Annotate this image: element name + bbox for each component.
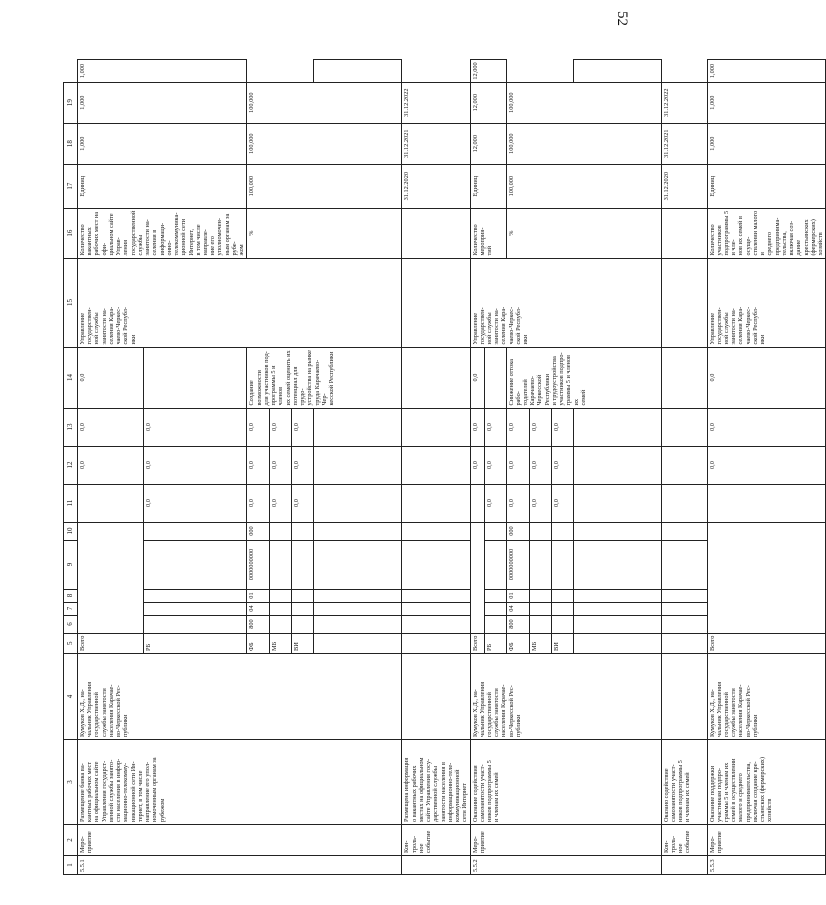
item-type: Меро- приятие xyxy=(470,825,661,856)
section-code xyxy=(292,602,314,615)
empty-cell xyxy=(314,408,402,446)
amount-2022: 0,0 xyxy=(270,408,292,446)
page-number: 52 xyxy=(614,10,630,26)
item-type: Кон- троль- ное событие xyxy=(402,825,470,856)
empty-cell xyxy=(661,484,707,522)
indicator-name: Создание возможности для участников под- программы 5 и членов их семей оценить их потенциал для трудо- устройства на рынке труда Карачаево-Чер- кесской Республики xyxy=(247,347,402,408)
amount-2020: 0,0 xyxy=(484,484,506,522)
value-2020: 100,000 xyxy=(506,164,661,208)
expense-type-code xyxy=(270,522,292,540)
subsection-code: 01 xyxy=(247,589,270,602)
target-article-code xyxy=(270,540,292,589)
empty-cell xyxy=(470,484,484,522)
empty-cell xyxy=(314,484,402,522)
executor: Управление государствен- ной службы занятости на- селения Кара- чаево-Черкес- ской Республ- ики xyxy=(707,258,826,347)
empty-cell xyxy=(314,602,402,615)
empty-cell xyxy=(661,408,707,446)
column-number: 10 xyxy=(64,522,78,540)
column-number: 12 xyxy=(64,446,78,484)
empty-cell xyxy=(707,484,826,522)
column-number: 14 xyxy=(64,347,78,408)
subsection-code xyxy=(292,589,314,602)
unit: % xyxy=(247,208,402,258)
amount-2022: 0,0 xyxy=(143,408,247,446)
column-number: 1 xyxy=(64,856,78,875)
empty-cell xyxy=(314,589,402,602)
empty-cell xyxy=(314,633,402,653)
section-code xyxy=(484,602,506,615)
empty-cell xyxy=(314,60,402,82)
value-2020: 1,000 xyxy=(707,123,826,164)
amount-2022: 0,0 xyxy=(247,408,270,446)
amount-2021: 0,0 xyxy=(529,446,551,484)
unit: Единиц xyxy=(78,164,247,208)
empty-cell xyxy=(402,602,470,615)
amount-2021: 0,0 xyxy=(247,446,270,484)
funding-total-label: Всего xyxy=(78,633,144,653)
amount-2020: 0,0 xyxy=(551,484,573,522)
empty-cell xyxy=(573,540,661,589)
value-2021: 100,000 xyxy=(506,123,661,164)
amount-2020: 0,0 xyxy=(707,446,826,484)
expense-type-code xyxy=(529,522,551,540)
expense-type-code: 000 xyxy=(247,522,270,540)
empty-cell xyxy=(314,540,402,589)
subsection-code xyxy=(529,589,551,602)
subsection-code: 01 xyxy=(506,589,529,602)
amount-2020: 0,0 xyxy=(470,446,484,484)
expense-type-code xyxy=(484,522,506,540)
item-number: 5.5.3 xyxy=(707,856,826,875)
column-number: 9 xyxy=(64,540,78,589)
empty-cell xyxy=(402,258,470,347)
target-article-code: 0000000000 xyxy=(247,540,270,589)
empty-cell xyxy=(661,615,707,633)
empty-cell xyxy=(573,615,661,633)
value-2021: 1,000 xyxy=(78,82,247,123)
target-article-code xyxy=(292,540,314,589)
funding-total-label: Всего xyxy=(707,633,826,653)
expense-type-code: 000 xyxy=(506,522,529,540)
value-2022: 1,000 xyxy=(707,60,826,82)
column-number: 6 xyxy=(64,615,78,633)
item-number: 5.5.1 xyxy=(78,856,402,875)
amount-2021: 0,0 xyxy=(551,446,573,484)
grbs-code xyxy=(551,615,573,633)
responsible-person: Кумуков Х.Д., на- чальник Управления государственной службы занятости населения Карачае- во-Черкесской Рес- публики xyxy=(707,654,826,740)
item-number: 5.5.2 xyxy=(470,856,661,875)
empty-cell xyxy=(78,484,144,522)
subsection-code xyxy=(270,589,292,602)
funding-source: ВИ xyxy=(292,633,314,653)
item-type: Кон- троль- ное событие xyxy=(661,825,707,856)
empty-cell xyxy=(573,602,661,615)
empty-cell xyxy=(661,633,707,653)
amount-2022: 0,0 xyxy=(78,347,144,408)
empty-cell xyxy=(314,446,402,484)
value-2020: 12,000 xyxy=(470,123,506,164)
empty-cell xyxy=(402,208,470,258)
column-number: 5 xyxy=(64,633,78,653)
responsible-person: Кумуков Х.Д., на- чальник Управления государственной службы занятости населения Карачае- во-Черкесской Рес- публики xyxy=(470,654,661,740)
grbs-code xyxy=(270,615,292,633)
empty-cell xyxy=(573,408,661,446)
section-code: 04 xyxy=(247,602,270,615)
amount-2022: 0,0 xyxy=(292,408,314,446)
item-type: Меро- приятие xyxy=(707,825,826,856)
empty-cell xyxy=(573,522,661,540)
value-2021: 100,000 xyxy=(247,123,402,164)
empty-cell xyxy=(402,856,470,875)
unit: Единиц xyxy=(470,164,506,208)
value-2020: 1,000 xyxy=(78,123,247,164)
table-row xyxy=(707,60,826,875)
target-article-code xyxy=(551,540,573,589)
column-number: 8 xyxy=(64,589,78,602)
executor: Управление государствен- ной службы занятости на- селения Кара- чаево-Черкес- ской Республ- ики xyxy=(78,258,402,347)
target-article-code xyxy=(484,540,506,589)
column-number: 13 xyxy=(64,408,78,446)
column-number: 17 xyxy=(64,164,78,208)
empty-cell xyxy=(402,589,470,602)
empty-cell xyxy=(402,615,470,633)
amount-2022: 0,0 xyxy=(484,408,506,446)
column-number: 4 xyxy=(64,654,78,740)
expense-type-code xyxy=(143,522,247,540)
amount-2021: 0,0 xyxy=(506,446,529,484)
empty-cell xyxy=(402,522,470,540)
table-row xyxy=(470,60,484,875)
column-number: 15 xyxy=(64,258,78,347)
empty-cell xyxy=(661,654,707,740)
empty-cell xyxy=(402,408,470,446)
empty-cell xyxy=(314,615,402,633)
amount-2021: 0,0 xyxy=(78,408,144,446)
empty-cell xyxy=(573,589,661,602)
subsection-code xyxy=(143,589,247,602)
program-table xyxy=(63,59,826,875)
section-code xyxy=(270,602,292,615)
amount-2020: 0,0 xyxy=(247,484,270,522)
section-code xyxy=(551,602,573,615)
amount-2022: 0,0 xyxy=(707,347,826,408)
budget-code xyxy=(470,522,484,633)
funding-source: РБ xyxy=(484,633,506,653)
value-2022: 12,000 xyxy=(470,60,506,82)
subsection-code xyxy=(551,589,573,602)
funding-source: МБ xyxy=(270,633,292,653)
empty-cell xyxy=(573,484,661,522)
empty-cell xyxy=(573,633,661,653)
empty-cell xyxy=(661,522,707,540)
value-2022: 1,000 xyxy=(78,60,247,82)
item-type: Меро- приятие xyxy=(78,825,402,856)
expense-type-code xyxy=(551,522,573,540)
amount-2022: 0,0 xyxy=(506,408,529,446)
value-2021: 12,000 xyxy=(470,82,506,123)
column-number: 18 xyxy=(64,123,78,164)
grbs-code: 800 xyxy=(247,615,270,633)
empty-cell xyxy=(661,208,707,258)
responsible-person: Кумуков Х.Д., на- чальник Управления государственной службы занятости населения Карачае- во-Черкесской Рес- публики xyxy=(78,654,402,740)
table-row xyxy=(661,60,707,875)
column-number: 19 xyxy=(64,82,78,123)
section-code xyxy=(529,602,551,615)
column-number: 16 xyxy=(64,208,78,258)
value-2022: 100,000 xyxy=(247,82,402,123)
control-event-name: Оказано содействие самозанятости участ- ников подпрограммы 5 и членам их семей xyxy=(661,740,707,825)
funding-total-label: Всего xyxy=(470,633,484,653)
empty-cell xyxy=(661,856,707,875)
grbs-code xyxy=(529,615,551,633)
indicator-name: Снижение оттока рабо- тодателей Карачаево- Черкесской Республики и трудоустройства участников подпро- граммы 5 и членов их семей xyxy=(506,347,661,408)
empty-cell xyxy=(661,602,707,615)
funding-source: ФБ xyxy=(506,633,529,653)
empty-cell xyxy=(661,446,707,484)
funding-source: ВИ xyxy=(551,633,573,653)
grbs-code: 800 xyxy=(506,615,529,633)
empty-cell xyxy=(573,60,661,82)
column-number: 3 xyxy=(64,740,78,825)
amount-2020: 0,0 xyxy=(292,484,314,522)
empty-cell xyxy=(402,654,470,740)
amount-2021: 0,0 xyxy=(143,446,247,484)
target-article-code xyxy=(529,540,551,589)
amount-2021: 0,0 xyxy=(292,446,314,484)
amount-2020: 0,0 xyxy=(78,446,144,484)
subsection-code xyxy=(484,589,506,602)
empty-cell xyxy=(661,589,707,602)
deadline-2021: 31.12.2021 xyxy=(402,123,470,164)
executor: Управление государствен- ной службы занятости на- селения Кара- чаево-Черкес- ской Республ- ики xyxy=(470,258,661,347)
grbs-code xyxy=(484,615,506,633)
item-name: Размещение банка ва- кантных рабочих мест на официальном сайте Управления государст- венной службы занято- сти населения в инфор- мационно-телекомму- никационной сети Ин- тернет, в том числе направление его упол- номоченным органам за рубежом xyxy=(78,740,402,825)
empty-cell xyxy=(661,540,707,589)
section-code xyxy=(143,602,247,615)
funding-source: МБ xyxy=(529,633,551,653)
deadline-2022: 31.12.2022 xyxy=(661,82,707,123)
grbs-code xyxy=(143,615,247,633)
empty-cell xyxy=(661,258,707,347)
column-number: 2 xyxy=(64,825,78,856)
value-2020: 100,000 xyxy=(247,164,402,208)
budget-code xyxy=(707,522,826,633)
empty-cell xyxy=(402,446,470,484)
deadline-2022: 31.12.2022 xyxy=(402,82,470,123)
amount-2020: 0,0 xyxy=(529,484,551,522)
control-event-name: Размещена информация о вакантных рабочих местах на официальном сайте Управления госу- дарственной службы занятости населения в информационно-теле- коммуникационной сети Интернет xyxy=(402,740,470,825)
deadline-2020: 31.12.2020 xyxy=(661,164,707,208)
empty-cell xyxy=(402,484,470,522)
table-row xyxy=(78,60,144,875)
indicator-name: Количество вакантных рабочих мест на офи- циальном сайте Управ- ления государственной службы занятости на- селения в информаци- онно-телекоммуника- ционной сети Интернет, в том числе направле- ние его уполномочен- ным органам за рубе- жом xyxy=(78,208,247,258)
amount-2020: 0,0 xyxy=(270,484,292,522)
amount-2021: 0,0 xyxy=(484,446,506,484)
empty-cell xyxy=(314,522,402,540)
amount-2022: 0,0 xyxy=(529,408,551,446)
amount-2021: 0,0 xyxy=(470,408,484,446)
empty-cell xyxy=(402,540,470,589)
empty-cell xyxy=(402,633,470,653)
unit: Единиц xyxy=(707,164,826,208)
expense-type-code xyxy=(292,522,314,540)
amount-2020: 0,0 xyxy=(143,484,247,522)
empty-cell xyxy=(402,347,470,408)
funding-source: РБ xyxy=(143,633,247,653)
empty-cell xyxy=(661,347,707,408)
column-number: 11 xyxy=(64,484,78,522)
target-article-code xyxy=(143,540,247,589)
amount-2021: 0,0 xyxy=(270,446,292,484)
header-row xyxy=(64,60,78,875)
indicator-name: Количество участников подпрограммы 5 и чле- нов их семей в осуще- ствлении малого и среднего предпринима- тельства, включая соз- дание крестьянских (фермерских) хозяйств xyxy=(707,208,826,258)
amount-2022: 0,0 xyxy=(551,408,573,446)
amount-2020: 0,0 xyxy=(506,484,529,522)
value-2022: 100,000 xyxy=(506,82,661,123)
target-article-code: 0000000000 xyxy=(506,540,529,589)
budget-code xyxy=(78,522,144,633)
deadline-2020: 31.12.2020 xyxy=(402,164,470,208)
empty-cell xyxy=(573,446,661,484)
indicator-name: Количество мероприя- тий xyxy=(470,208,506,258)
section-code: 04 xyxy=(506,602,529,615)
grbs-code xyxy=(292,615,314,633)
unit: % xyxy=(506,208,661,258)
item-name: Оказание поддержки участникам подпро- граммы 5 и членам их семей в осуществлении малого и среднего предпринимательства, включая создание кре- стьянских (фермерских) хозяйств xyxy=(707,740,826,825)
deadline-2021: 31.12.2021 xyxy=(661,123,707,164)
amount-2022: 0,0 xyxy=(470,347,484,408)
table-row xyxy=(402,60,470,875)
funding-source: ФБ xyxy=(247,633,270,653)
value-2021: 1,000 xyxy=(707,82,826,123)
amount-2021: 0,0 xyxy=(707,408,826,446)
item-name: Оказание содействия самозанятости участ- ников подпрограммы 5 и членам их семей xyxy=(470,740,661,825)
column-number: 7 xyxy=(64,602,78,615)
